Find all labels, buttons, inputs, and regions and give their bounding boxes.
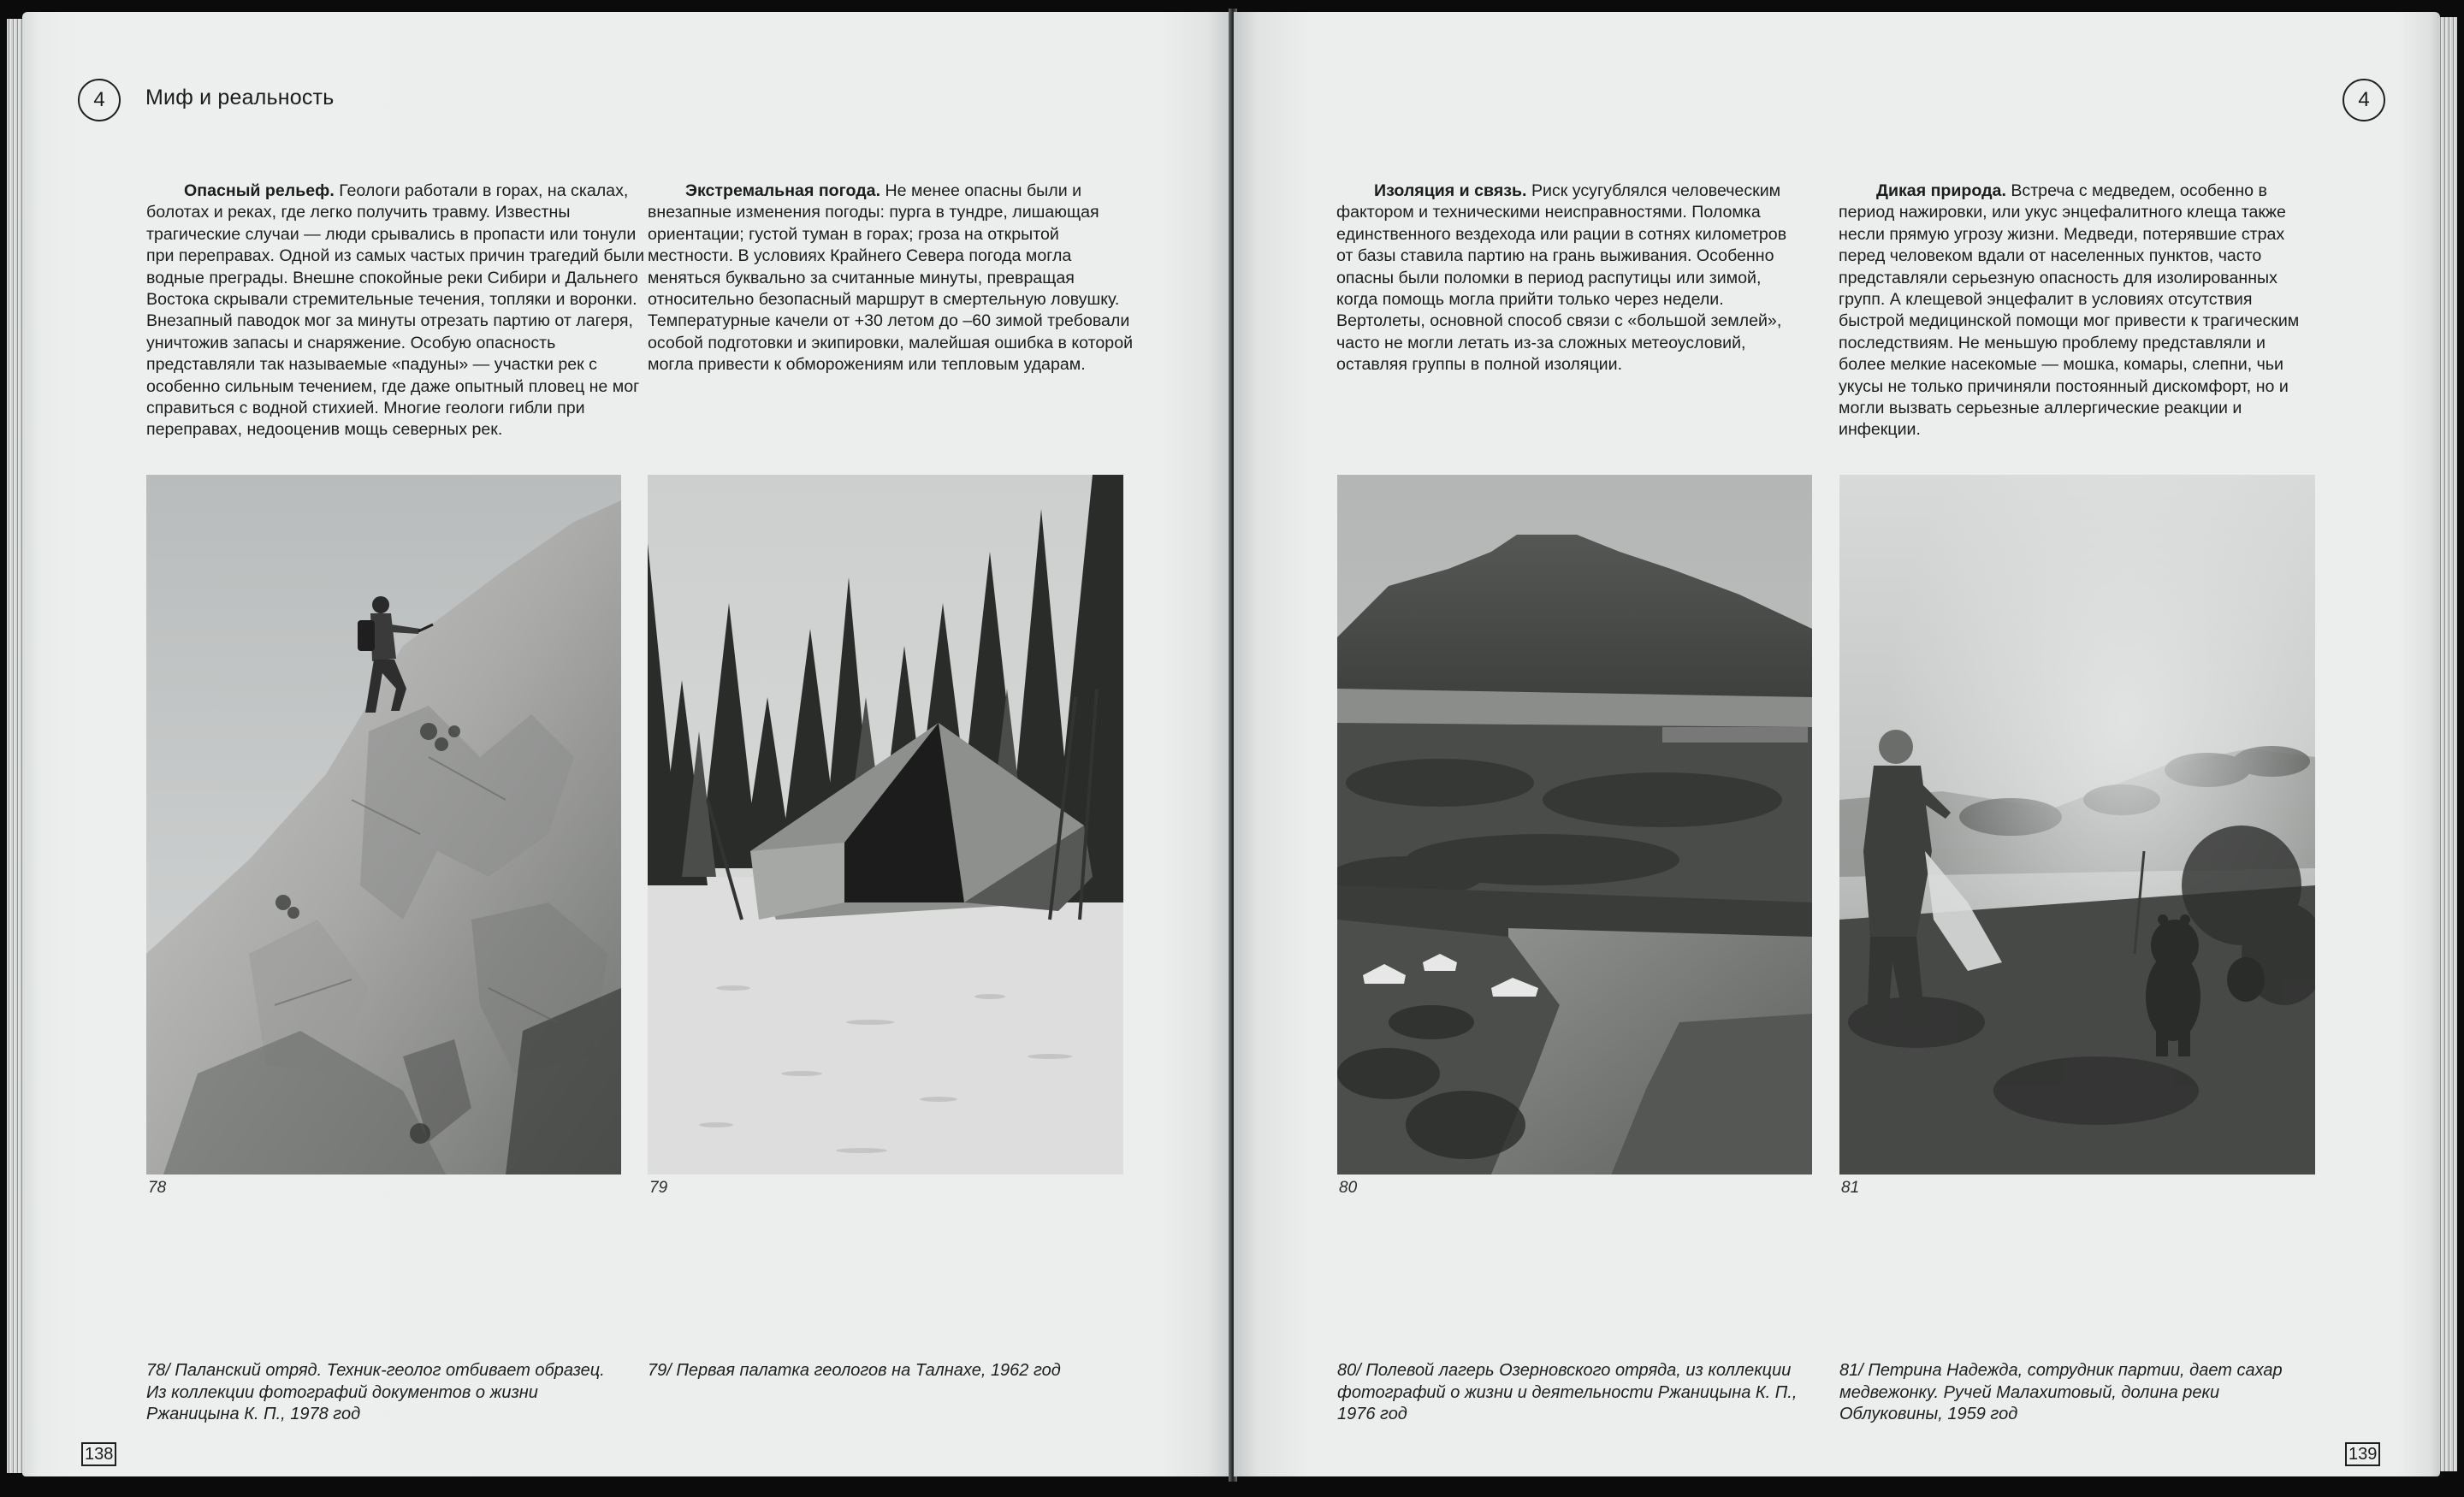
chapter-number-badge: 4 (78, 79, 121, 121)
text-column-wildlife (1839, 180, 2316, 441)
page-edges-right (2438, 17, 2457, 1471)
lead-weather: Экстремальная погода. (685, 181, 881, 200)
caption-80: 80/ Полевой лагерь Озерновского отряда, из коллекции фотографий о жизни и деятельности Ржаницына К. П., 1976 год (1337, 1361, 1798, 1423)
chapter-title: Миф и реальность (145, 86, 335, 109)
body-wildlife: Встреча с медведем, особенно в период нажировки, или укус энцефалитного клеща также несли прямую угрозу жизни. Медведи, потерявшие страх перед человеком вдали от населенных пунктов, часто представляли серьезную опасность для изолированных групп. А клещевой энцефалит в условиях отсутствия быстрой медицинской помощи мог привести к трагическим последствиям. Не меньшую проблему представляли и более мелкие насекомые — мошка, комары, слепни, чьи укусы не только причиняли постоянный дискомфорт, но и могли вызвать серьезные аллергические реакции и инфекции. (1839, 181, 2300, 440)
text-column-weather (648, 180, 1149, 376)
photo-81-bear-cub (1839, 475, 2315, 1175)
figure-number-81: 81 (1841, 1179, 1860, 1197)
body-weather: Не менее опасны были и внезапные изменения погоды: пурга в тундре, лишающая ориентации; густой туман в горах; гроза на открытой местности. В условиях Крайнего Севера погода могла меняться буквально за считанные минуты, превращая относительно безопасный маршрут в смертельную ловушку. Температурные качели от +30 летом до –60 зимой требовали особой подготовки и экипировки, малейшая ошибка в которой могла привести к обморожениям или тепловым ударам. (648, 181, 1134, 375)
photo-78-rock-climber (146, 475, 621, 1175)
text-column-isolation (1336, 180, 1805, 376)
figure-number-80: 80 (1339, 1179, 1358, 1197)
page-number-left: 138 (81, 1442, 116, 1466)
photo-79-tent-in-snow (648, 475, 1123, 1175)
right-page (1234, 12, 2440, 1476)
body-relief: Геологи работали в горах, на скалах, болотах и реках, где легко получить травму. Известны трагические случаи — люди срывались в пропасти или тонули при переправах. Одной из самых частых причин трагедий были водные преграды. Внешне спокойные реки Сибири и Дальнего Востока скрывали стремительные течения, топляки и воронки. Внезапный паводок мог за минуты отрезать партию от лагеря, уничтожив запасы и снаряжение. Особую опасность представляли так называемые «падуны» — участки рек с особенно сильным течением, где даже опытный пловец не мог справиться с водной стихией. Многие геологи гибли при переправах, недооценив мощь северных рек. (146, 181, 645, 440)
page-edges-left (7, 19, 24, 1473)
caption-78: 78/ Паланский отряд. Техник-геолог отбивает образец. Из коллекции фотографий документов о жизни Ржаницына К. П., 1978 год (146, 1361, 605, 1423)
lead-isolation: Изоляция и связь. (1374, 181, 1527, 200)
chapter-number-badge-right: 4 (2343, 79, 2385, 121)
caption-79: 79/ Первая палатка геологов на Талнахе, 1962 год (648, 1361, 1061, 1380)
lead-relief: Опасный рельеф. (184, 181, 335, 200)
page-number-right: 139 (2345, 1442, 2380, 1466)
photo-80-river-camp (1337, 475, 1812, 1175)
lead-wildlife: Дикая природа. (1876, 181, 2006, 200)
left-page (22, 12, 1232, 1476)
text-column-relief (146, 180, 647, 441)
caption-81: 81/ Петрина Надежда, сотрудник партии, дает сахар медвежонку. Ручей Малахитовый, долина реки Облуковины, 1959 год (1839, 1361, 2283, 1423)
figure-number-79: 79 (649, 1179, 668, 1197)
body-isolation: Риск усугублялся человеческим фактором и техническими неисправностями. Поломка единственного вездехода или рации в сотнях километров от базы ставила партию на грань выживания. Особенно опасны были поломки в период распутицы или зимой, когда помощь могла прийти только через недели. Вертолеты, основной способ связи с «большой землей», часто не могли летать из-за сложных метеоусловий, оставляя группы в полной изоляции. (1336, 181, 1787, 375)
figure-number-78: 78 (148, 1179, 167, 1197)
